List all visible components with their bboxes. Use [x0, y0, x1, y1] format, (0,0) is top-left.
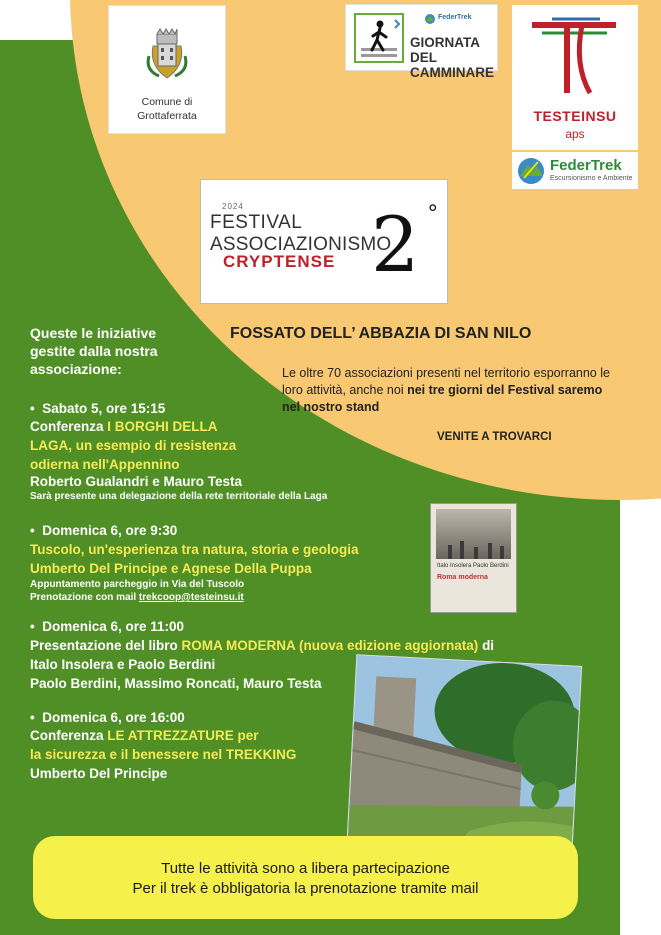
- comune-logo: [108, 5, 226, 134]
- venue-title: FOSSATO DELL’ ABBAZIA DI SAN NILO: [230, 325, 532, 342]
- initiatives-heading: [30, 324, 190, 378]
- event2-email-link[interactable]: trekcoop@testeinsu.it: [138, 592, 244, 603]
- festival-line3: CRYPTENSE: [223, 252, 336, 271]
- federtrek-mini-icon: [424, 13, 436, 25]
- event1-pre: Conferenza: [30, 419, 108, 434]
- event3-when-text: Domenica 6, ore 11:00: [42, 619, 185, 634]
- event2-note1: Appuntamento parcheggio in Via del Tuscolo: [30, 579, 245, 590]
- festival-year: 2024: [222, 202, 244, 211]
- giornata-line1: GIORNATA DEL: [410, 35, 480, 65]
- event2-when-text: Domenica 6, ore 9:30: [42, 523, 178, 538]
- heading-line2: gestite dalla nostra: [30, 343, 158, 359]
- event2-title: Tuscolo, un'esperienza tra natura, storia e geologia: [30, 542, 359, 557]
- testeinsu-logo: [512, 5, 638, 150]
- federtrek-tagline: Escursionismo e Ambiente: [550, 175, 633, 182]
- federtrek-logo: [512, 152, 638, 189]
- abbey-castle-illustration: [347, 655, 581, 866]
- event2-note2-text: Prenotazione con mail: [30, 592, 139, 603]
- giornata-brand: FederTrek: [438, 14, 472, 21]
- giornata-line2: CAMMINARE: [410, 65, 494, 80]
- event4-t2: la sicurezza e il benessere nel TREKKING: [30, 747, 297, 762]
- event3-speakers: Paolo Berdini, Massimo Roncati, Mauro Testa: [30, 676, 322, 691]
- book-cover-image: [430, 503, 517, 613]
- testeinsu-name: TESTEINSU: [533, 108, 617, 124]
- event2-note2: [30, 591, 244, 605]
- venue-cta: VENITE A TROVARCI: [437, 431, 552, 443]
- event3-post: di: [478, 638, 495, 653]
- banner-line1: Tutte le attività sono a libera partecipazione: [161, 860, 450, 877]
- book-cover-authors: Italo Insolera Paolo Berdini: [437, 563, 509, 569]
- venue-intro-a: Le oltre 70 associazioni presenti nel territorio esporranno le loro attività, anche noi: [282, 366, 610, 397]
- event3-authors: Italo Insolera e Paolo Berdini: [30, 657, 216, 672]
- festival-line1: FESTIVAL: [210, 212, 303, 233]
- event4-speakers: Umberto Del Principe: [30, 766, 168, 781]
- event4-when: • Domenica 6, ore 16:00: [30, 710, 185, 725]
- event1-t3: odierna nell'Appennino: [30, 457, 180, 472]
- heading-line3: associazione:: [30, 361, 122, 377]
- coat-of-arms-icon: [145, 26, 189, 82]
- event2-speakers: Umberto Del Principe e Agnese Della Puppa: [30, 561, 312, 576]
- event4-pre: Conferenza: [30, 728, 108, 743]
- book-cover-photo: [436, 509, 511, 559]
- banner-line2: Per il trek è obbligatoria la prenotazione tramite mail: [132, 880, 479, 897]
- festival-line2: ASSOCIAZIONISMO: [210, 234, 392, 255]
- event3-when: • Domenica 6, ore 11:00: [30, 619, 185, 634]
- comune-label-line2: Grottaferrata: [137, 110, 197, 122]
- testeinsu-t-icon: [512, 5, 638, 105]
- event1-when-text: Sabato 5, ore 15:15: [42, 401, 166, 416]
- event1-t1: I BORGHI DELLA: [107, 419, 218, 434]
- event4-t1: LE ATTREZZATURE per: [107, 728, 259, 743]
- walking-person-icon: [351, 10, 407, 66]
- event2-when: • Domenica 6, ore 9:30: [30, 523, 178, 538]
- giornata-camminare-logo: [345, 4, 498, 80]
- testeinsu-suffix: aps: [565, 127, 585, 141]
- event1-speakers: Roberto Gualandri e Mauro Testa: [30, 474, 243, 489]
- venue-intro: [282, 365, 622, 416]
- festival-edition-number: 2: [371, 200, 420, 289]
- venue-intro-b: nei tre giorni del Festival saremo nel nostro stand: [282, 383, 603, 414]
- event1-when: • Sabato 5, ore 15:15: [30, 401, 166, 416]
- festival-logo: [200, 179, 448, 304]
- event1-t2: LAGA, un esempio di resistenza: [30, 438, 237, 453]
- participation-banner: [33, 836, 578, 919]
- book-cover-title: Roma moderna: [437, 574, 488, 581]
- comune-label-line1: Comune di: [141, 96, 193, 108]
- event1-note: Sarà presente una delegazione della rete territoriale della Laga: [30, 491, 328, 502]
- event3-pre: Presentazione del libro: [30, 638, 182, 653]
- event4-when-text: Domenica 6, ore 16:00: [42, 710, 185, 725]
- federtrek-name: FederTrek: [550, 157, 622, 174]
- event3-book-title: ROMA MODERNA (nuova edizione aggiornata): [181, 638, 479, 653]
- event3-title: [30, 636, 494, 655]
- heading-line1: Queste le iniziative: [30, 325, 157, 341]
- federtrek-globe-icon: [516, 156, 546, 186]
- festival-degree-sign: °: [428, 200, 438, 227]
- event1-title: [30, 417, 290, 474]
- event4-title: [30, 726, 296, 764]
